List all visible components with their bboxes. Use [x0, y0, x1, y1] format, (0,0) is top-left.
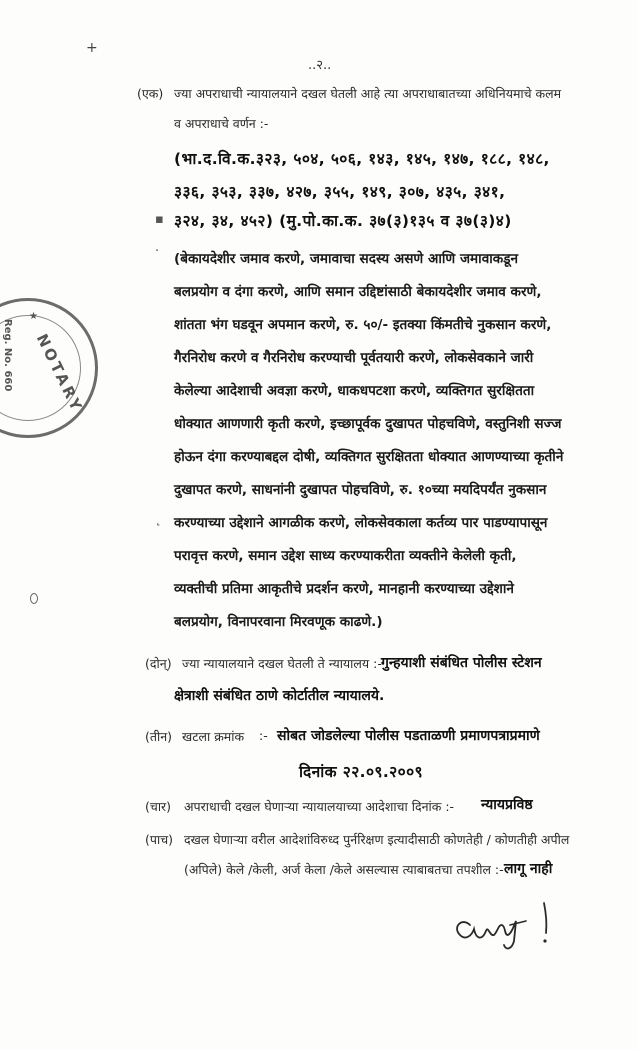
page-number: ..२..	[308, 58, 332, 73]
item2-value-line2: क्षेत्राशी संबंधित ठाणे कोर्टातील न्यायालये.	[174, 688, 385, 704]
item1-description-line: परावृत्त करणे, समान उद्देश साध्य करण्याकरीता व्यक्तीने केलेली कृती,	[174, 548, 517, 564]
item1-description-line: दुखापत करणे, साधनांनी दुखापत पोहचविणे, रु. १०च्या मयदिपर्यंत नुकसान	[174, 482, 547, 498]
item1-description-line: होऊन दंगा करण्याबद्दल दोषी, व्यक्तिगत सुरक्षितता धोक्यात आणण्याच्या कृतीने	[174, 449, 564, 465]
signature-image	[448, 895, 568, 965]
stray-dot: ˛	[155, 512, 162, 527]
item1-description-line: शांतता भंग घडवून अपमान करणे, रु. ५०/- इतक्या किंमतीचे नुकसान करणे,	[174, 317, 552, 333]
item3-heading: खटला क्रमांक	[182, 729, 245, 744]
item5-heading-line2: (अपिले) केले /केली, अर्ज केला /केले असल्यास त्याबाबतचा तपशील :-	[184, 862, 504, 877]
stray-mark: +	[86, 40, 98, 56]
item1-description-line: गैरनिरोध करणे व गैरनिरोध करण्याची पूर्वतयारी करणे, लोकसेवकाने जारी	[174, 350, 534, 366]
item5-value: लागू नाही	[504, 861, 553, 877]
item1-description-line: व्यक्तीची प्रतिमा आकृतीचे प्रदर्शन करणे, मानहानी करण्याच्या उद्देशाने	[174, 581, 514, 597]
stamp-title: NOTARY	[32, 331, 87, 416]
item1-description-line: करण्याच्या उद्देशाने आगळीक करणे, लोकसेवकाला कर्तव्य पार पाडण्यापासून	[174, 515, 548, 531]
item1-sections-line2: ३३६, ३५३, ३३७, ४२७, ३५५, १४९, ३०७, ४३५, ३४१,	[174, 183, 506, 201]
item4-value: न्यायप्रविष्ठ	[481, 797, 533, 813]
item3-value: सोबत जोडलेल्या पोलीस पडताळणी प्रमाणपत्राप्रमाणे	[277, 728, 540, 744]
notary-stamp	[0, 298, 98, 438]
stray-dot: ▪	[155, 212, 164, 227]
item1-description-line: बलप्रयोग व दंगा करणे, आणि समान उद्दिष्टांसाठी बेकायदेशीर जमाव करणे,	[174, 284, 542, 300]
item3-date: दिनांक २२.०९.२००९	[299, 763, 424, 781]
item2-value-line1: गुन्हयाशी संबंधित पोलीस स्टेशन	[381, 655, 542, 671]
item3-label: (तीन)	[145, 729, 173, 744]
item5-label: (पाच)	[145, 832, 174, 847]
item1-description-line: बलप्रयोग, विनापरवाना मिरवणूक काढणे.)	[174, 614, 383, 630]
item4-label: (चार)	[145, 799, 172, 814]
punch-hole	[30, 593, 38, 604]
item4-heading: अपराधाची दखल घेणाऱ्या न्यायालयाच्या आदेशाचा दिनांक :-	[184, 799, 455, 814]
item1-description-line: धोक्यात आणणारी कृती करणे, इच्छापूर्वक दुखापत पोहचविणे, वस्तुनिशी सज्ज	[174, 416, 562, 432]
item3-separator: :-	[259, 728, 268, 743]
item1-sections-line1: (भा.द.वि.क.३२३, ५०४, ५०६, १४३, १४५, १४७, १८८, १४८,	[174, 150, 550, 168]
item1-description-line: (बेकायदेशीर जमाव करणे, जमावाचा सदस्य असणे आणि जमावाकडून	[174, 251, 519, 267]
item1-heading-line1: ज्या अपराधाची न्यायालयाने दखल घेतली आहे त्या अपराधाबातच्या अधिनियमाचे कलम	[174, 86, 562, 101]
item2-heading: ज्या न्यायालयाने दखल घेतली ते न्यायालय :-	[182, 656, 382, 671]
stray-dot: ·	[155, 244, 160, 259]
item1-heading-line2: व अपराधाचे वर्णन :-	[174, 116, 269, 131]
item1-description-line: केलेल्या आदेशाची अवज्ञा करणे, धाकधपटशा करणे, व्यक्तिगत सुरक्षितता	[174, 383, 535, 399]
item2-label: (दोन्)	[145, 656, 172, 671]
item1-sections-line3: ३२४, ३४, ४५२) (मु.पो.का.क. ३७(३)१३५ व ३७(३)४)	[174, 212, 512, 230]
item5-heading-line1: दखल घेणाऱ्या वरील आदेशांविरुध्द पुर्नरिक्षण इत्यादीसाठी कोणतेही / कोणतीही अपील	[184, 832, 570, 847]
item1-label: (एक)	[137, 86, 164, 101]
stamp-reg-no: Reg. No. 660	[2, 319, 13, 392]
star-icon: ★	[29, 311, 38, 322]
